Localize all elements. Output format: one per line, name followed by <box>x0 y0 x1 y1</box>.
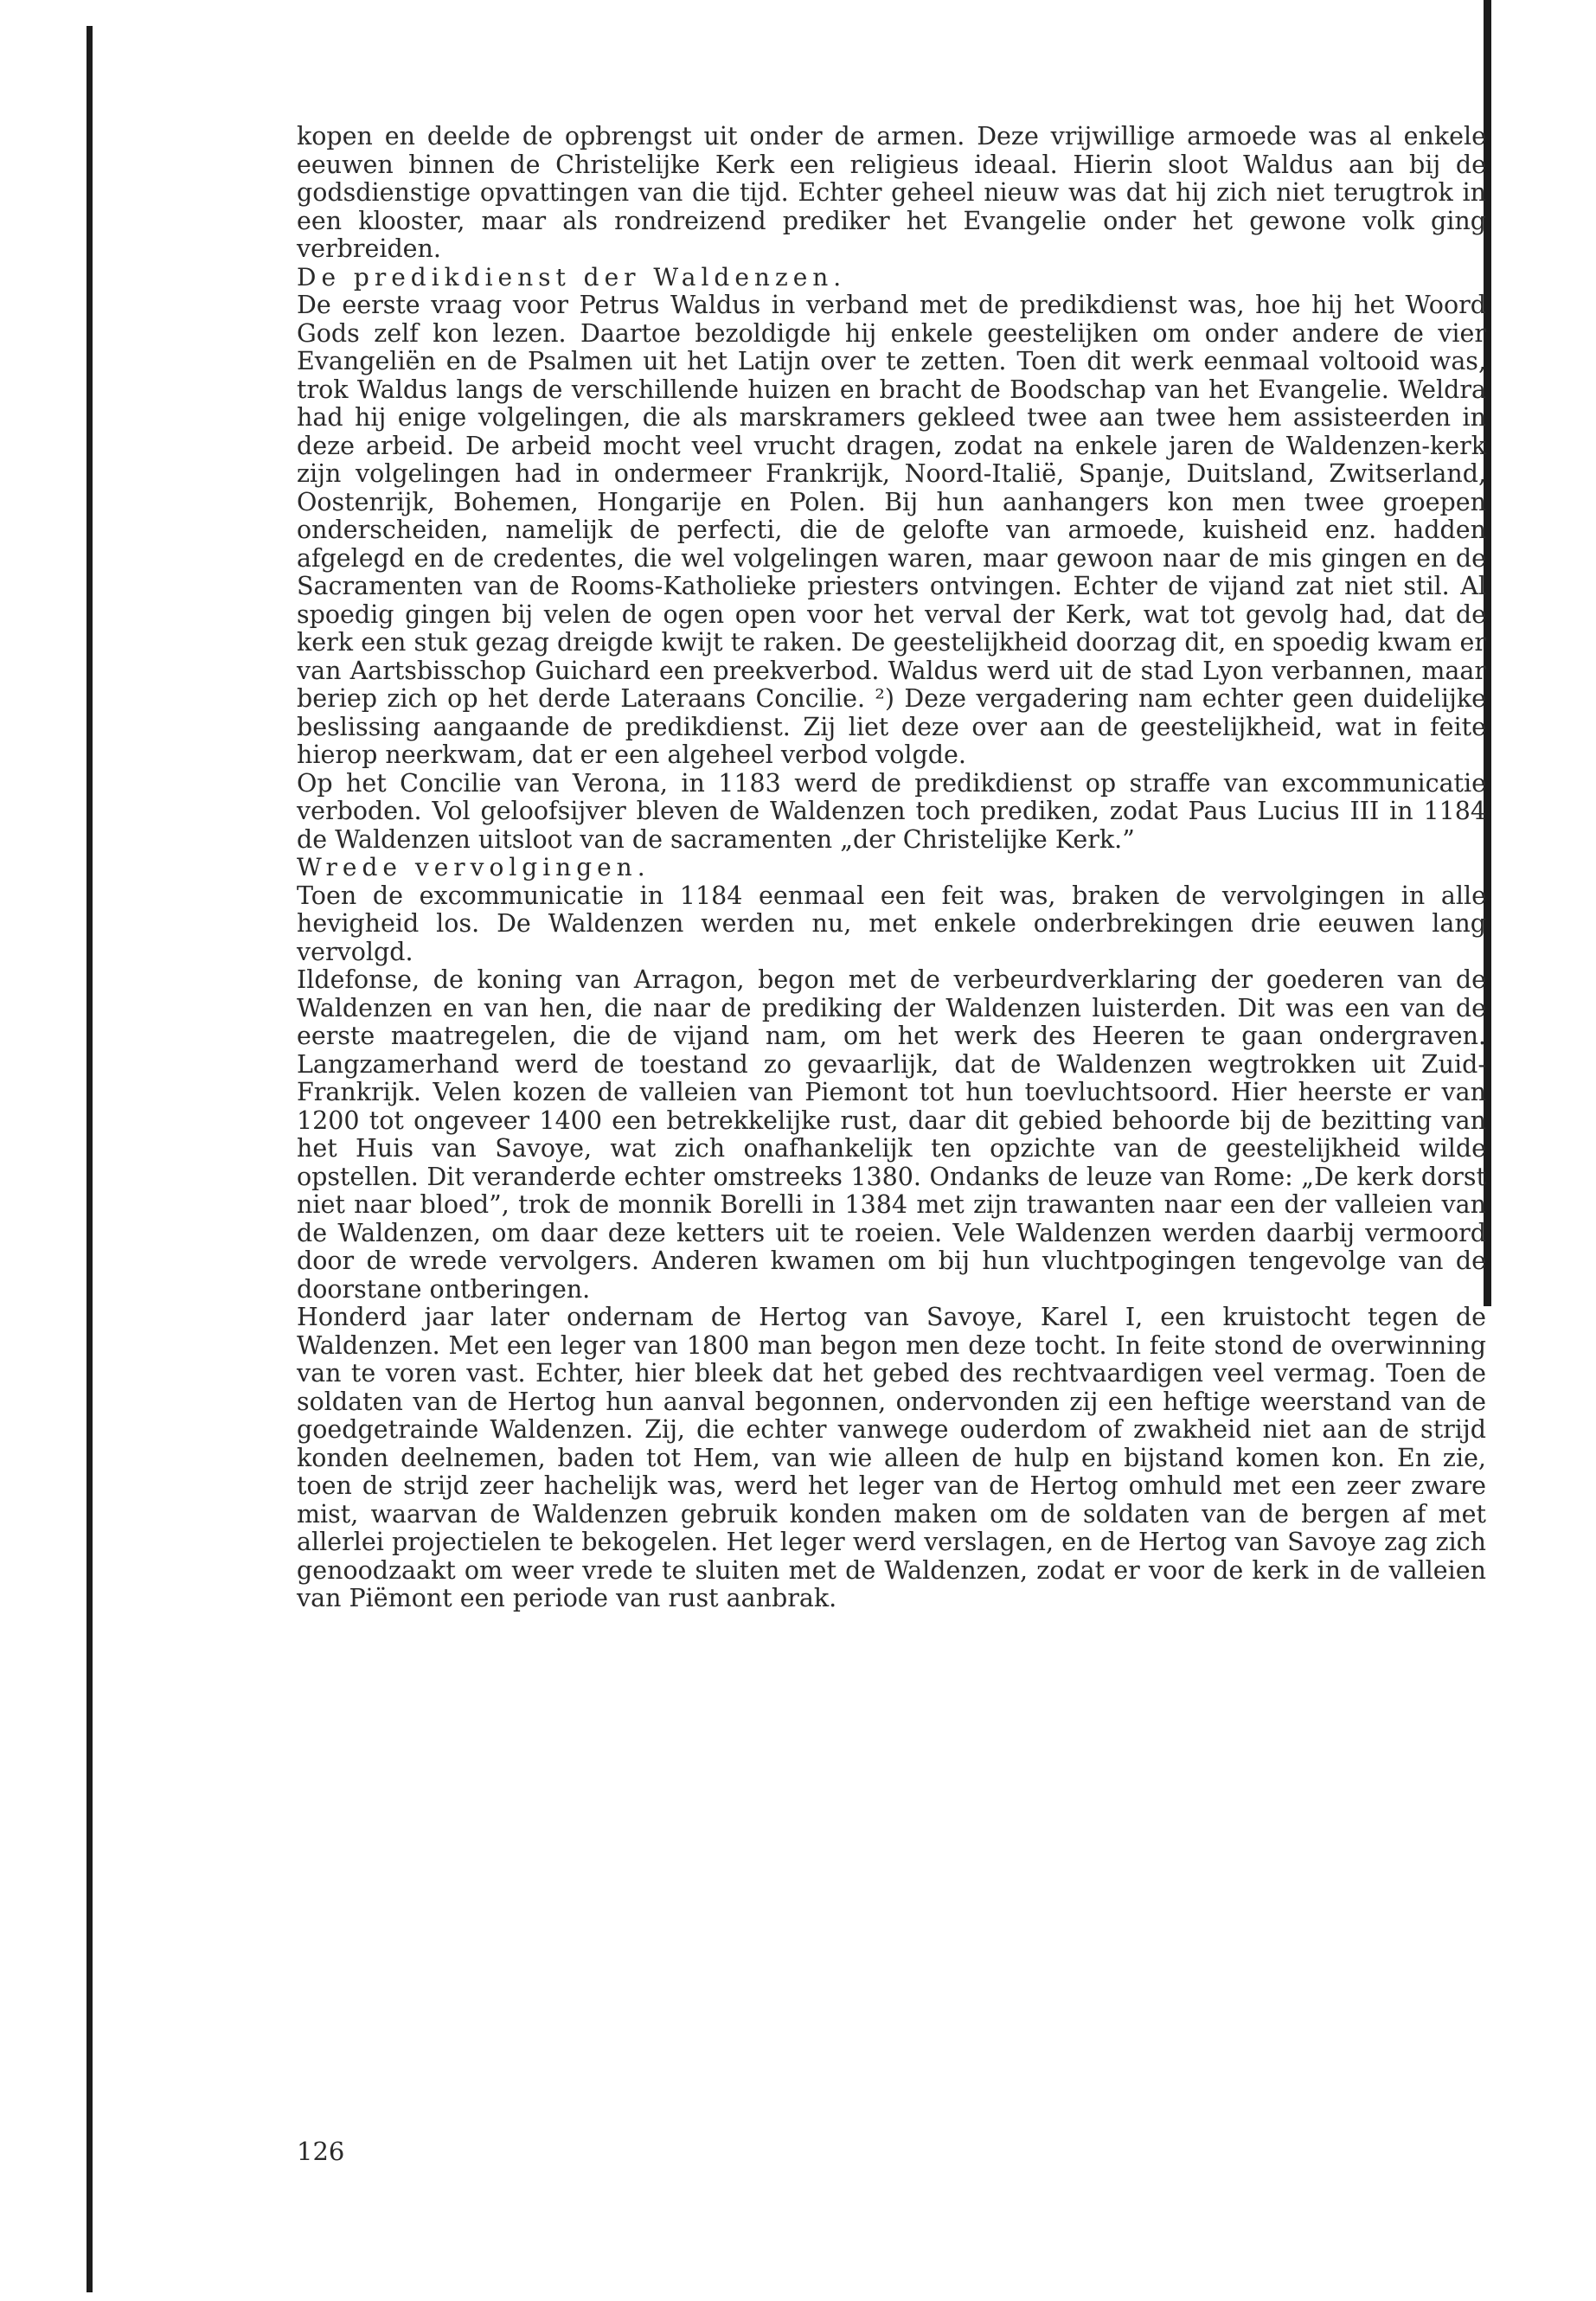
scan-border-left <box>87 26 93 2292</box>
section-1-paragraph: De eerste vraag voor Petrus Waldus in verband met de predikdienst was, hoe hij het Woord Gods zelf kon lezen. Daartoe bezoldigde hij enkele geestelijken om onder andere de vier Evangeliën en de Psalmen uit het Latijn over te zetten. Toen dit werk eenmaal voltooid was, trok Waldus langs de verschillende huizen en bracht de Boodschap van het Evangelie. Weldra had hij enige volgelingen, die als marskramers gekleed twee aan twee hem assisteerden in deze arbeid. De arbeid mocht veel vrucht dragen, zodat na enkele jaren de Waldenzen-kerk zijn volgelingen had in ondermeer Frankrijk, Noord-Italië, Spanje, Duitsland, Zwitserland, Oostenrijk, Bohemen, Hongarije en Polen. Bij hun aanhangers kon men twee groepen onderscheiden, namelijk de perfecti, die de gelofte van armoede, kuisheid enz. hadden afgelegd en de credentes, die wel volgelingen waren, maar gewoon naar de mis gingen en de Sacramenten van de Rooms-Katholieke priesters ontvingen. Echter de vijand zat niet stil. Al spoedig gingen bij velen de ogen open voor het verval der Kerk, wat tot gevolg had, dat de kerk een stuk gezag dreigde kwijt te raken. De geestelijkheid doorzag dit, en spoedig kwam er van Aartsbisschop Guichard een preekverbod. Waldus werd uit de stad Lyon verbannen, maar beriep zich op het derde Lateraans Concilie. ²) Deze vergadering nam echter geen duidelijke beslissing aangaande de predikdienst. Zij liet deze over aan de geestelijkheid, wat in feite hierop neerkwam, dat er een algeheel verbod volgde. <box>297 291 1486 769</box>
section-2-paragraph: Honderd jaar later ondernam de Hertog van Savoye, Karel I, een kruistocht tegen de Waldenzen. Met een leger van 1800 man begon men deze tocht. In feite stond de overwinning van te voren vast. Echter, hier bleek dat het gebed des rechtvaardigen veel vermag. Toen de soldaten van de Hertog hun aanval begonnen, ondervonden zij een heftige weerstand van de goedgetrainde Waldenzen. Zij, die echter vanwege ouderdom of zwakheid niet aan de strijd konden deelnemen, baden tot Hem, van wie alleen de hulp en bijstand komen kon. En zie, toen de strijd zeer hachelijk was, werd het leger van de Hertog omhuld met een zeer zware mist, waarvan de Waldenzen gebruik konden maken om de soldaten van de bergen af met allerlei projectielen te bekogelen. Het leger werd verslagen, en de Hertog van Savoye zag zich genoodzaakt om weer vrede te sluiten met de Waldenzen, zodat er voor de kerk in de valleien van Piëmont een periode van rust aanbrak. <box>297 1303 1486 1612</box>
section-heading-vervolgingen: Wrede vervolgingen. <box>297 853 651 881</box>
intro-paragraph: kopen en deelde de opbrengst uit onder de armen. Deze vrijwillige armoede was al enkele eeuwen binnen de Christelijke Kerk een religieus ideaal. Hierin sloot Waldus aan bij de godsdienstige opvattingen van die tijd. Echter geheel nieuw was dat hij zich niet terugtrok in een klooster, maar als rondreizend prediker het Evangelie onder het gewone volk ging verbreiden. <box>297 122 1486 263</box>
page-number: 126 <box>297 2137 345 2166</box>
section-1-paragraph: Op het Concilie van Verona, in 1183 werd de predikdienst op straffe van excommunicatie verboden. Vol geloofsijver bleven de Waldenzen toch prediken, zodat Paus Lucius III in 1184 de Waldenzen uitsloot van de sacramenten „der Christelijke Kerk.” <box>297 768 1486 854</box>
section-2-paragraph: Ildefonse, de koning van Arragon, begon met de verbeurdverklaring der goederen van de Waldenzen en van hen, die naar de prediking der Waldenzen luisterden. Dit was een van de eerste maatregelen, die de vijand nam, om het werk des Heeren te gaan ondergraven. Langzamerhand werd de toestand zo gevaarlijk, dat de Waldenzen wegtrokken uit Zuid-Frankrijk. Velen kozen de valleien van Piemont tot hun toevluchtsoord. Hier heerste er van 1200 tot ongeveer 1400 een betrekkelijke rust, daar dit gebied behoorde bij de bezitting van het Huis van Savoye, wat zich onafhankelijk ten opzichte van de geestelijkheid wilde opstellen. Dit veranderde echter omstreeks 1380. Ondanks de leuze van Rome: „De kerk dorst niet naar bloed”, trok de monnik Borelli in 1384 met zijn trawanten naar een der valleien van de Waldenzen, om daar deze ketters uit te roeien. Vele Waldenzen werden daarbij vermoord door de wrede vervolgers. Anderen kwamen om bij hun vluchtpogingen tengevolge van de doorstane ontberingen. <box>297 965 1486 1304</box>
section-heading-predikdienst: De predikdienst der Waldenzen. <box>297 262 847 292</box>
section-2-paragraph: Toen de excommunicatie in 1184 eenmaal een feit was, braken de vervolgingen in alle hevigheid los. De Waldenzen werden nu, met enkele onderbrekingen drie eeuwen lang vervolgd. <box>297 881 1486 966</box>
page-body <box>297 123 1486 1613</box>
